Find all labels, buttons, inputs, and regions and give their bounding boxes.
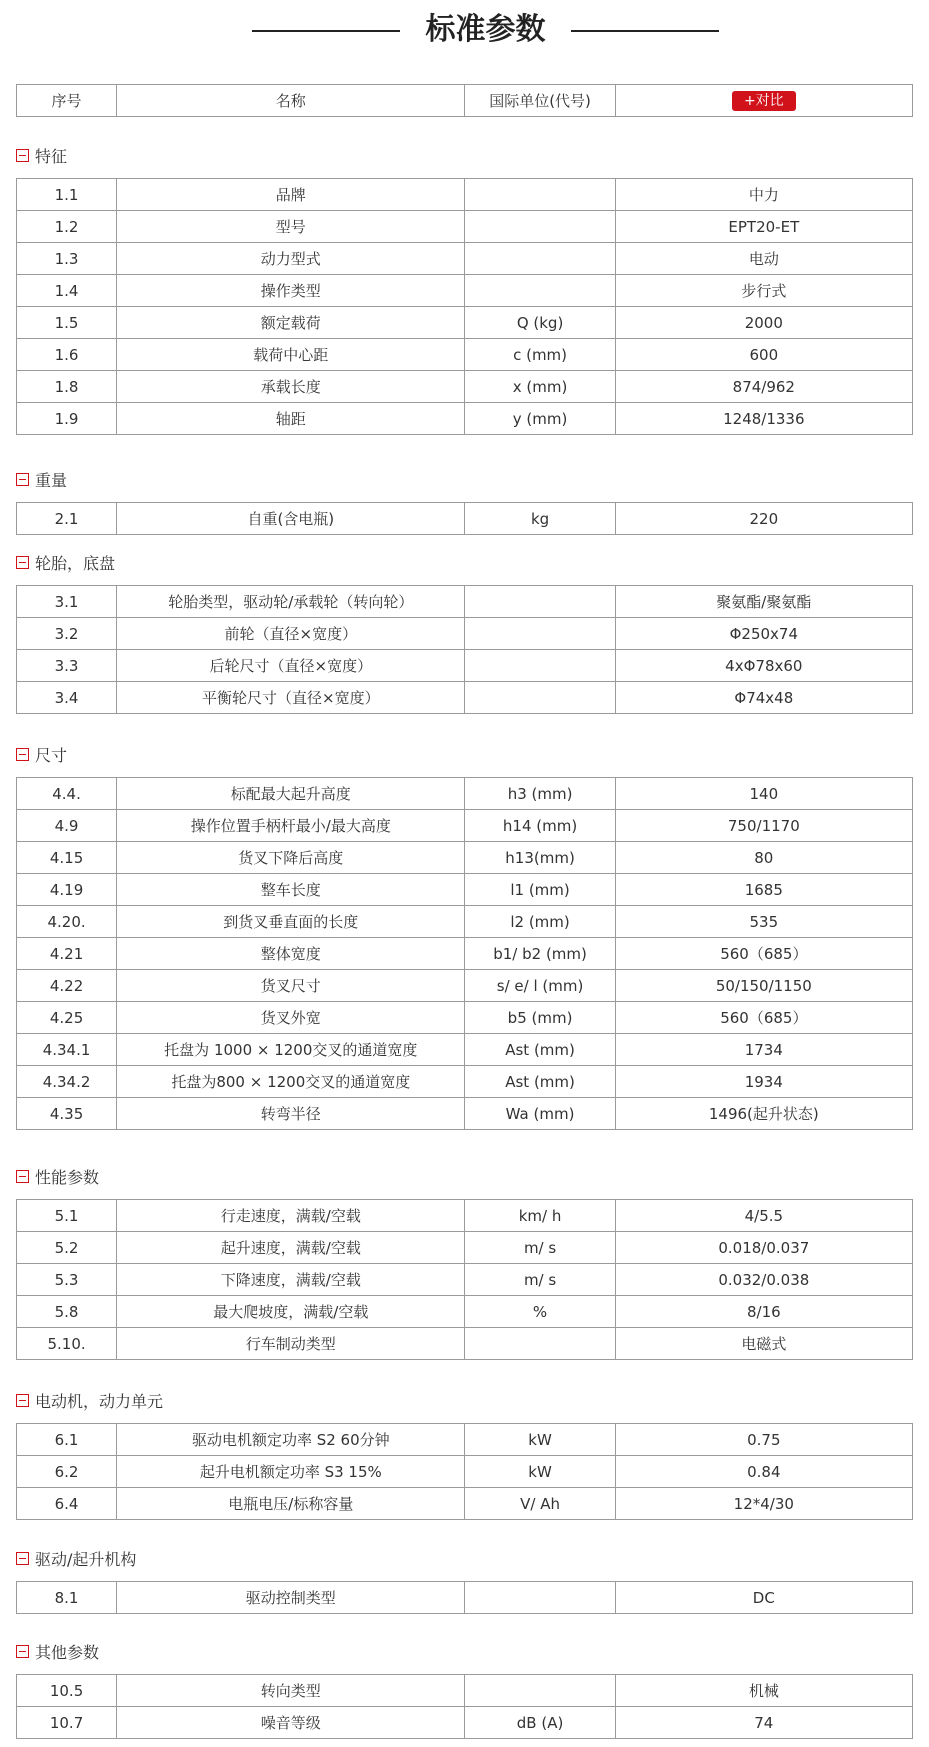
section-title: 性能参数 [35,1167,100,1187]
page-title: 标准参数 [425,12,546,47]
spec-unit: Wa (mm) [465,1098,615,1130]
table-row [17,810,913,842]
table-row [17,650,913,682]
spec-value: 50/150/1150 [615,970,912,1002]
spec-value: 0.018/0.037 [615,1232,912,1264]
spec-name: 整体宽度 [117,938,465,970]
spec-index: 1.1 [17,179,117,211]
section-header[interactable] [16,1390,163,1410]
table-row [17,778,913,810]
section-title: 电动机，动力单元 [35,1391,164,1411]
spec-name: 额定载荷 [117,307,465,339]
collapse-icon[interactable] [16,1645,29,1658]
spec-value: 8/16 [615,1296,912,1328]
table-row [17,1328,913,1360]
section-header[interactable] [16,744,67,764]
spec-index: 8.1 [17,1582,117,1614]
spec-index: 10.7 [17,1707,117,1739]
table-row [17,371,913,403]
spec-unit: km/ h [465,1200,615,1232]
table-row [17,682,913,714]
spec-unit [465,618,615,650]
spec-name: 平衡轮尺寸（直径×宽度） [117,682,465,714]
spec-value: 12*4/30 [615,1488,912,1520]
table-row [17,1200,913,1232]
spec-name: 后轮尺寸（直径×宽度） [117,650,465,682]
spec-index: 6.4 [17,1488,117,1520]
spec-index: 1.6 [17,339,117,371]
spec-name: 驱动控制类型 [117,1582,465,1614]
spec-name: 品牌 [117,179,465,211]
spec-unit: b1/ b2 (mm) [465,938,615,970]
section-header[interactable] [16,469,67,489]
header-cell-compare [615,85,912,117]
table-row [17,1232,913,1264]
spec-unit [465,1582,615,1614]
header-cell-index: 序号 [17,85,117,117]
spec-name: 货叉下降后高度 [117,842,465,874]
spec-index: 4.19 [17,874,117,906]
collapse-icon[interactable] [16,473,29,486]
table-row [17,1066,913,1098]
spec-unit: y (mm) [465,403,615,435]
spec-unit: l2 (mm) [465,906,615,938]
table-row [17,179,913,211]
spec-index: 2.1 [17,503,117,535]
spec-name: 整车长度 [117,874,465,906]
spec-index: 3.1 [17,586,117,618]
spec-value: Φ74x48 [615,682,912,714]
spec-unit [465,211,615,243]
spec-name: 行走速度，满载/空载 [117,1200,465,1232]
spec-index: 5.10. [17,1328,117,1360]
table-row [17,1582,913,1614]
collapse-icon[interactable] [16,748,29,761]
spec-unit [465,682,615,714]
table-row [17,339,913,371]
spec-unit: V/ Ah [465,1488,615,1520]
header-row [17,85,913,117]
page-title-bar [0,0,929,62]
spec-table [16,777,913,1130]
spec-index: 1.8 [17,371,117,403]
section-title: 尺寸 [35,745,68,765]
spec-index: 5.8 [17,1296,117,1328]
title-divider-left [252,30,400,32]
table-row [17,403,913,435]
table-row [17,938,913,970]
spec-name: 轴距 [117,403,465,435]
section-title: 其他参数 [35,1642,100,1662]
table-row [17,906,913,938]
spec-unit [465,1328,615,1360]
spec-name: 行车制动类型 [117,1328,465,1360]
table-row [17,1675,913,1707]
spec-value: 聚氨酯/聚氨酯 [615,586,912,618]
table-row [17,275,913,307]
spec-value: 4xΦ78x60 [615,650,912,682]
spec-table [16,1581,913,1614]
collapse-icon[interactable] [16,1552,29,1565]
table-row [17,1002,913,1034]
table-row [17,307,913,339]
spec-table [16,502,913,535]
table-row [17,1488,913,1520]
spec-index: 3.2 [17,618,117,650]
table-row [17,586,913,618]
table-row [17,842,913,874]
spec-name: 前轮（直径×宽度） [117,618,465,650]
spec-unit: Ast (mm) [465,1034,615,1066]
spec-value: 中力 [615,179,912,211]
spec-name: 转弯半径 [117,1098,465,1130]
spec-unit [465,1675,615,1707]
spec-name: 货叉尺寸 [117,970,465,1002]
table-row [17,874,913,906]
spec-value: 1496(起升状态) [615,1098,912,1130]
section-header[interactable] [16,1166,99,1186]
spec-unit: b5 (mm) [465,1002,615,1034]
spec-index: 4.4. [17,778,117,810]
compare-button[interactable]: +对比 [732,91,796,111]
spec-value: 1248/1336 [615,403,912,435]
table-row [17,1296,913,1328]
section-title: 特征 [35,146,68,166]
section-header[interactable] [16,145,67,165]
spec-name: 动力型式 [117,243,465,275]
spec-name: 起升电机额定功率 S3 15% [117,1456,465,1488]
table-row [17,1034,913,1066]
spec-index: 4.35 [17,1098,117,1130]
table-row [17,1707,913,1739]
spec-value: 0.75 [615,1424,912,1456]
spec-value: 74 [615,1707,912,1739]
spec-value: 600 [615,339,912,371]
spec-value: 0.84 [615,1456,912,1488]
spec-value: 2000 [615,307,912,339]
spec-name: 电瓶电压/标称容量 [117,1488,465,1520]
spec-unit: kW [465,1424,615,1456]
spec-unit [465,650,615,682]
spec-name: 自重(含电瓶) [117,503,465,535]
spec-value: 电磁式 [615,1328,912,1360]
spec-index: 1.4 [17,275,117,307]
section-header[interactable] [16,1548,136,1568]
spec-index: 4.15 [17,842,117,874]
spec-value: EPT20-ET [615,211,912,243]
spec-name: 操作类型 [117,275,465,307]
spec-name: 到货叉垂直面的长度 [117,906,465,938]
table-row [17,970,913,1002]
spec-table [16,1423,913,1520]
spec-value: 560（685） [615,938,912,970]
spec-name: 最大爬坡度，满载/空载 [117,1296,465,1328]
spec-unit: c (mm) [465,339,615,371]
spec-index: 4.9 [17,810,117,842]
spec-value: 4/5.5 [615,1200,912,1232]
spec-unit [465,586,615,618]
spec-index: 4.22 [17,970,117,1002]
collapse-icon[interactable] [16,556,29,569]
collapse-icon[interactable] [16,1170,29,1183]
spec-value: 0.032/0.038 [615,1264,912,1296]
spec-value: 80 [615,842,912,874]
spec-index: 4.34.1 [17,1034,117,1066]
spec-index: 3.3 [17,650,117,682]
spec-name: 载荷中心距 [117,339,465,371]
table-row [17,1456,913,1488]
table-row [17,618,913,650]
spec-value: 874/962 [615,371,912,403]
spec-unit: dB (A) [465,1707,615,1739]
spec-unit: % [465,1296,615,1328]
spec-index: 3.4 [17,682,117,714]
table-row [17,503,913,535]
spec-name: 轮胎类型，驱动轮/承载轮（转向轮） [117,586,465,618]
spec-name: 驱动电机额定功率 S2 60分钟 [117,1424,465,1456]
spec-value: 1685 [615,874,912,906]
spec-value: 步行式 [615,275,912,307]
spec-unit: x (mm) [465,371,615,403]
section-title: 轮胎，底盘 [35,553,116,573]
spec-value: Φ250x74 [615,618,912,650]
spec-name: 标配最大起升高度 [117,778,465,810]
header-cell-name: 名称 [117,85,465,117]
table-row [17,1264,913,1296]
spec-index: 10.5 [17,1675,117,1707]
spec-value: 140 [615,778,912,810]
section-title: 驱动/起升机构 [35,1549,137,1569]
spec-unit: h3 (mm) [465,778,615,810]
spec-value: 1934 [615,1066,912,1098]
spec-name: 下降速度，满载/空载 [117,1264,465,1296]
spec-index: 5.2 [17,1232,117,1264]
spec-index: 4.21 [17,938,117,970]
spec-index: 6.1 [17,1424,117,1456]
spec-unit: kW [465,1456,615,1488]
spec-index: 1.5 [17,307,117,339]
spec-table [16,1199,913,1360]
spec-value: 电动 [615,243,912,275]
spec-value: 220 [615,503,912,535]
title-divider-right [571,30,719,32]
spec-value: DC [615,1582,912,1614]
spec-unit: m/ s [465,1232,615,1264]
section-title: 重量 [35,470,68,490]
spec-unit [465,179,615,211]
spec-unit: h13(mm) [465,842,615,874]
collapse-icon[interactable] [16,149,29,162]
table-row [17,211,913,243]
spec-unit: l1 (mm) [465,874,615,906]
spec-index: 1.2 [17,211,117,243]
table-row [17,1424,913,1456]
spec-table [16,1674,913,1739]
spec-table [16,178,913,435]
spec-index: 1.3 [17,243,117,275]
spec-name: 托盘为800 × 1200交叉的通道宽度 [117,1066,465,1098]
spec-name: 型号 [117,211,465,243]
spec-name: 托盘为 1000 × 1200交叉的通道宽度 [117,1034,465,1066]
spec-unit [465,275,615,307]
spec-index: 4.34.2 [17,1066,117,1098]
spec-value: 1734 [615,1034,912,1066]
section-header[interactable] [16,1641,99,1661]
collapse-icon[interactable] [16,1394,29,1407]
spec-index: 5.3 [17,1264,117,1296]
spec-unit [465,243,615,275]
spec-name: 货叉外宽 [117,1002,465,1034]
spec-value: 535 [615,906,912,938]
spec-index: 4.20. [17,906,117,938]
table-row [17,1098,913,1130]
spec-index: 4.25 [17,1002,117,1034]
spec-name: 承载长度 [117,371,465,403]
section-header[interactable] [16,552,115,572]
spec-index: 5.1 [17,1200,117,1232]
spec-name: 转向类型 [117,1675,465,1707]
spec-value: 750/1170 [615,810,912,842]
header-cell-unit: 国际单位(代号) [465,85,615,117]
spec-unit: h14 (mm) [465,810,615,842]
table-row [17,243,913,275]
spec-index: 1.9 [17,403,117,435]
spec-name: 操作位置手柄杆最小/最大高度 [117,810,465,842]
spec-unit: Ast (mm) [465,1066,615,1098]
spec-name: 噪音等级 [117,1707,465,1739]
header-table [16,84,913,117]
spec-name: 起升速度，满载/空载 [117,1232,465,1264]
spec-value: 560（685） [615,1002,912,1034]
spec-table [16,585,913,714]
spec-unit: kg [465,503,615,535]
spec-index: 6.2 [17,1456,117,1488]
spec-unit: Q (kg) [465,307,615,339]
spec-unit: s/ e/ l (mm) [465,970,615,1002]
spec-value: 机械 [615,1675,912,1707]
spec-unit: m/ s [465,1264,615,1296]
